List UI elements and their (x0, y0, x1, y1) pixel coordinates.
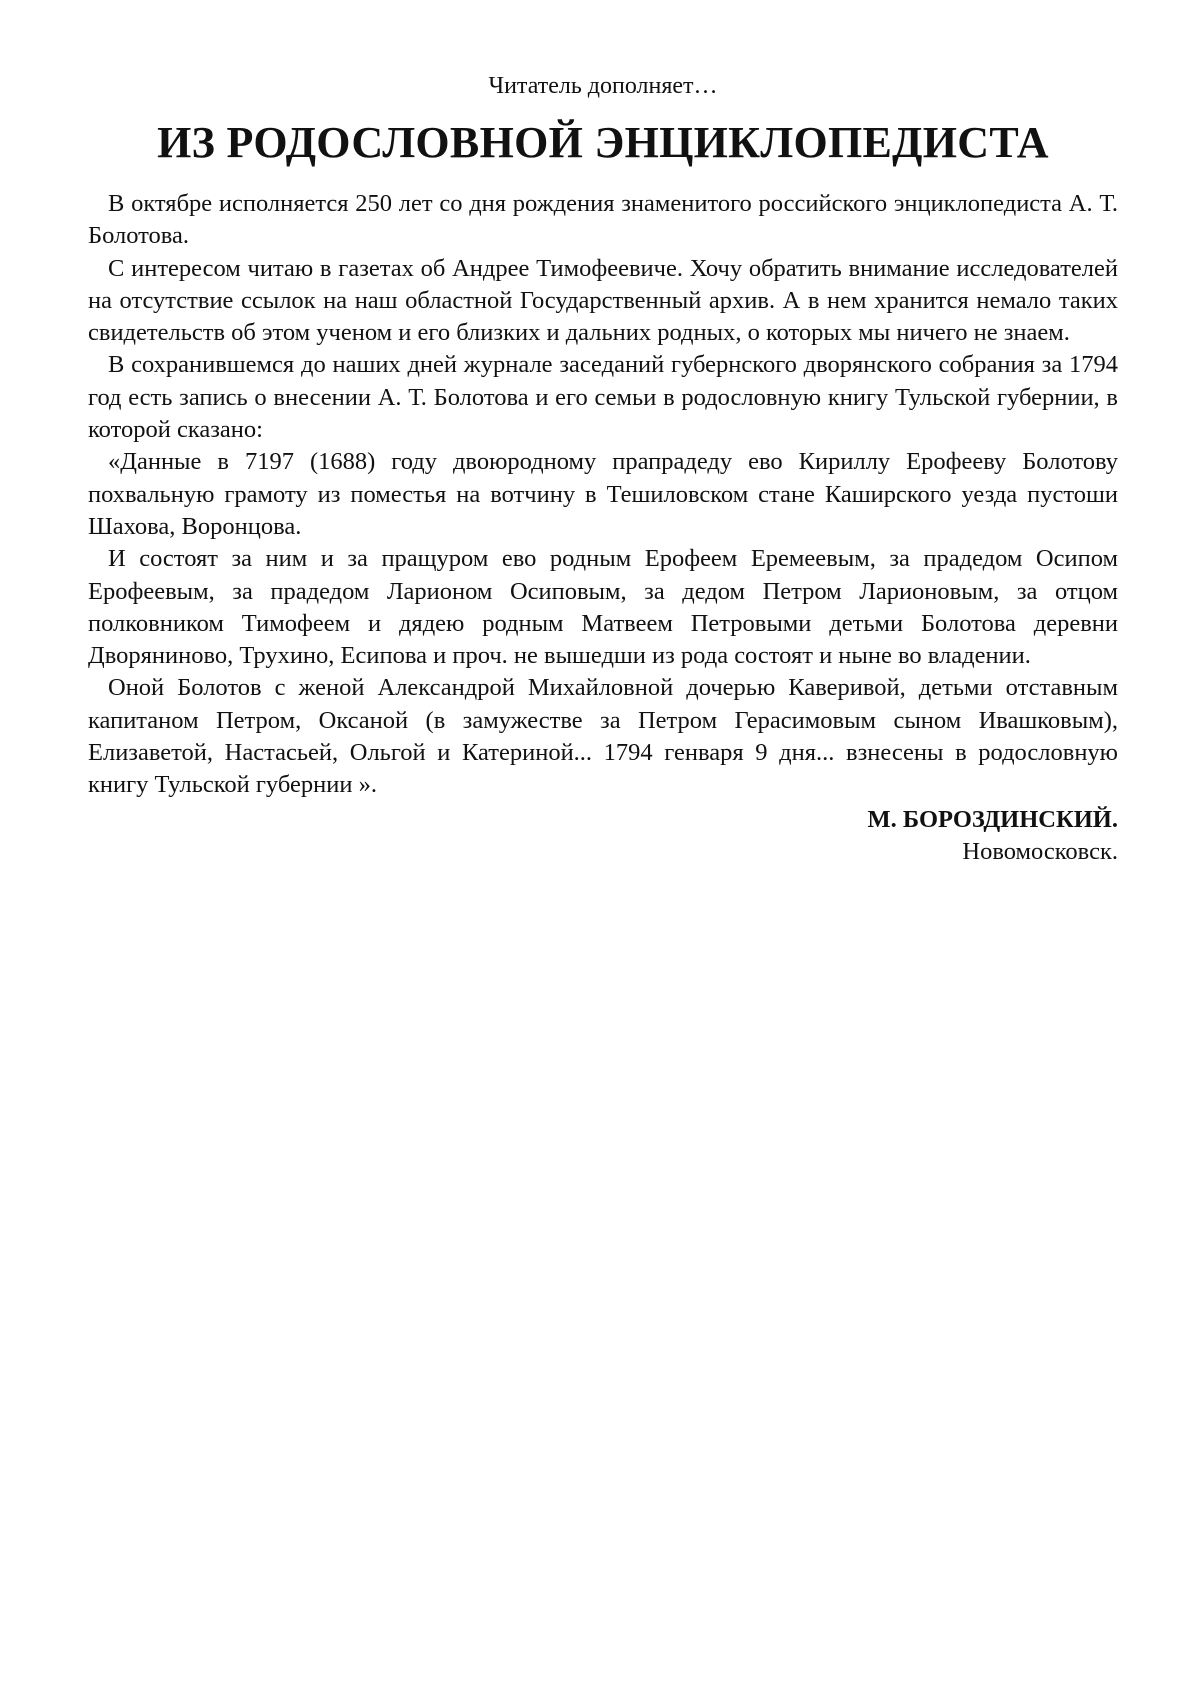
article-page (88, 70, 1118, 868)
paragraph-1: В октябре исполняется 250 лет со дня рождения знаменитого российского энциклопедиста А. Т. Болотова. (88, 190, 1118, 250)
article-body (88, 188, 1118, 802)
rubric-heading: Читатель дополняет… (488, 73, 718, 99)
paragraph-5: И состоят за ним и за пращуром ево родным Ерофеем Еремеевым, за прадедом Осипом Ерофеевым, за прадедом Ларионом Осиповым, за дедом Петром Ларионовым, за отцом полковником Тимофеем и дядею родным Матвеем Петровыми детьми Болотова деревни Дворяниново, Трухино, Есипова и проч. не вышедши из рода состоят и ныне во владении. (88, 545, 1118, 670)
paragraph-6: Оной Болотов с женой Александрой Михайловной дочерью Каверивой, детьми отставным капитаном Петром, Оксаной (в замужестве за Петром Герасимовым сыном Ивашковым), Елизаветой, Настасьей, Ольгой и Катериной... 1794 генваря 9 дня... взнесены в родословную книгу Тульской губернии ». (88, 674, 1118, 799)
paragraph-4-quote: «Данные в 7197 (1688) году двоюродному прапрадеду ево Кириллу Ерофееву Болотову похвальную грамоту из поместья на вотчину в Тешиловском стане Каширского уезда пустоши Шахова, Воронцова. (88, 448, 1118, 540)
paragraph-2: С интересом читаю в газетах об Андрее Тимофеевиче. Хочу обратить внимание исследователей на отсутствие ссылок на наш областной Государственный архив. А в нем хранится немало таких свидетельств об этом ученом и его близких и дальних родных, о которых мы ничего не знаем. (88, 254, 1118, 347)
author-city: Новомосковск. (962, 837, 1118, 865)
author-signature: М. БОРОЗДИНСКИЙ. (867, 805, 1118, 833)
paragraph-3: В сохранившемся до наших дней журнале заседаний губернского дворянского собрания за 1794 год есть запись о внесении А. Т. Болотова и его семьи в родословную книгу Тульской губернии, в которой сказано: (88, 351, 1118, 444)
article-title: ИЗ РОДОСЛОВНОЙ ЭНЦИКЛОПЕДИСТА (157, 118, 1049, 167)
